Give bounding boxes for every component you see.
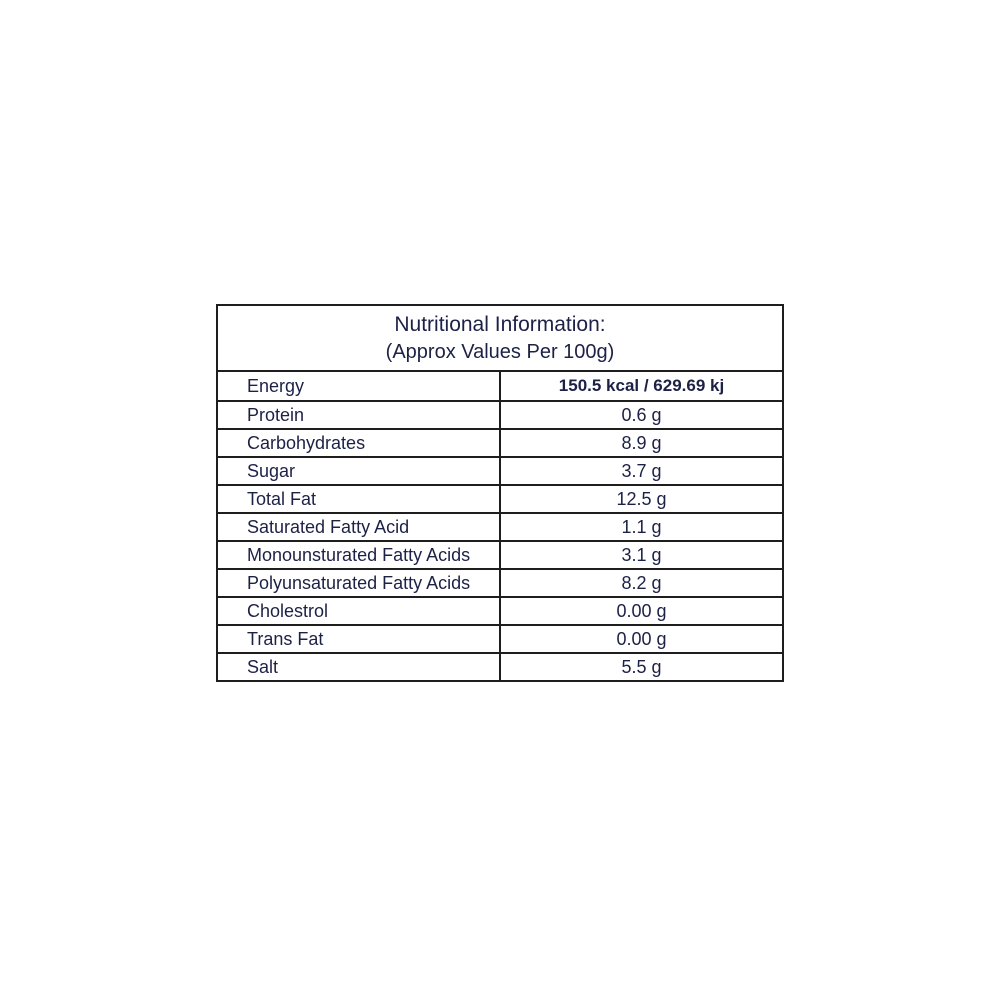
- nutrient-name: Energy: [217, 371, 500, 401]
- nutrient-value: 1.1 g: [500, 513, 783, 541]
- nutrient-name: Total Fat: [217, 485, 500, 513]
- nutrient-value: 0.00 g: [500, 625, 783, 653]
- table-row: [217, 457, 783, 485]
- nutrient-name: Carbohydrates: [217, 429, 500, 457]
- table-title: Nutritional Information:: [394, 312, 606, 336]
- nutrient-name: Trans Fat: [217, 625, 500, 653]
- nutrient-name: Sugar: [217, 457, 500, 485]
- table-row: [217, 371, 783, 401]
- table-subtitle: (Approx Values Per 100g): [385, 340, 615, 363]
- nutrient-name: Cholestrol: [217, 597, 500, 625]
- nutrient-name: Salt: [217, 653, 500, 681]
- table-row: [217, 429, 783, 457]
- nutrient-value: 0.00 g: [500, 597, 783, 625]
- nutrient-value: 8.9 g: [500, 429, 783, 457]
- nutrient-value: 0.6 g: [500, 401, 783, 429]
- nutrient-value: 3.1 g: [500, 541, 783, 569]
- table-row: [217, 401, 783, 429]
- nutrient-value: 5.5 g: [500, 653, 783, 681]
- table-row: [217, 625, 783, 653]
- nutrient-value: 150.5 kcal / 629.69 kj: [500, 371, 783, 401]
- nutrient-value: 8.2 g: [500, 569, 783, 597]
- nutrient-value: 12.5 g: [500, 485, 783, 513]
- table-row: [217, 541, 783, 569]
- nutrient-name: Protein: [217, 401, 500, 429]
- table-row: [217, 513, 783, 541]
- nutrient-value: 3.7 g: [500, 457, 783, 485]
- table-row: [217, 597, 783, 625]
- nutrient-name: Polyunsaturated Fatty Acids: [217, 569, 500, 597]
- table-header-row: [217, 305, 783, 371]
- table-header: [217, 305, 783, 371]
- nutrition-table: [216, 304, 784, 682]
- table-row: [217, 569, 783, 597]
- nutrient-name: Saturated Fatty Acid: [217, 513, 500, 541]
- table-row: [217, 653, 783, 681]
- nutrient-name: Monounsturated Fatty Acids: [217, 541, 500, 569]
- table-row: [217, 485, 783, 513]
